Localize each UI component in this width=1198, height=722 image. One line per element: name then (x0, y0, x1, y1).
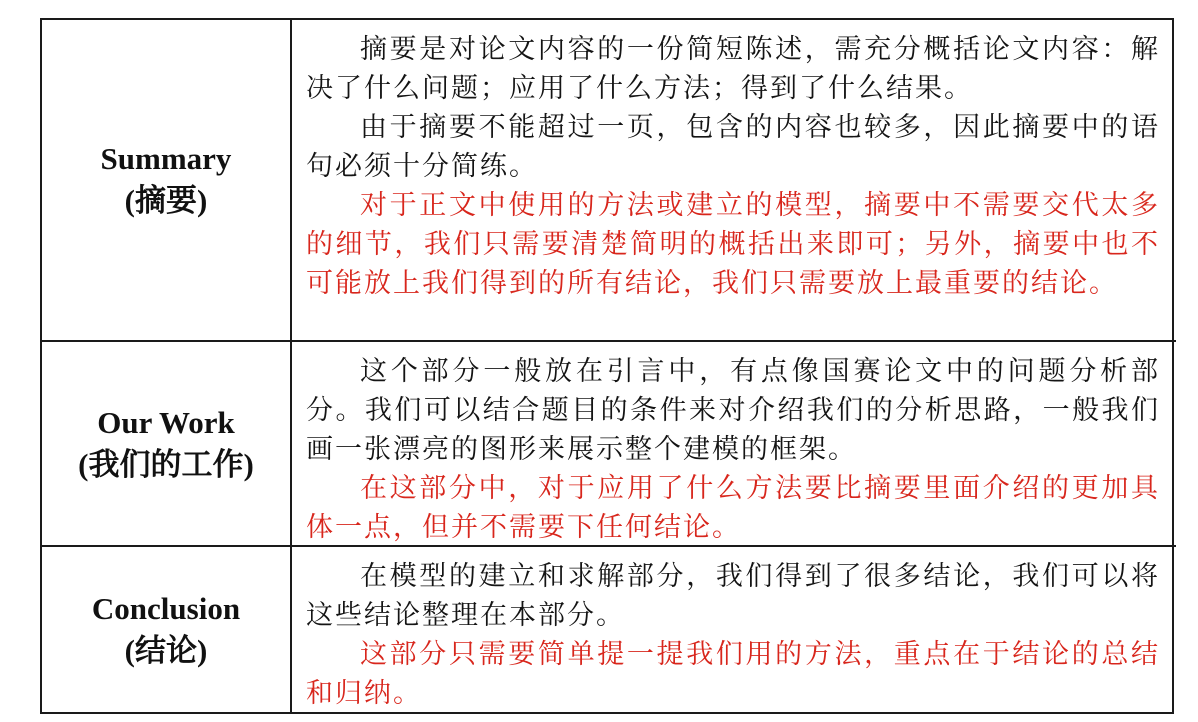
row-body-our-work (292, 342, 1176, 547)
body-paragraph: 这个部分一般放在引言中，有点像国赛论文中的问题分析部分。我们可以结合题目的条件来对介绍我们的分析思路，一般我们画一张漂亮的图形来展示整个建模的框架。 (306, 356, 1160, 465)
row-label-title: Conclusion (91, 590, 241, 626)
body-paragraph-highlight: 在这部分中，对于应用了什么方法要比摘要里面介绍的更加具体一点，但并不需要下任何结论。 (306, 473, 1160, 543)
row-body-summary (292, 20, 1176, 342)
row-label-title: Summary (100, 141, 232, 176)
row-label-title: Our Work (97, 404, 235, 440)
row-label-conclusion (42, 547, 292, 712)
row-label-subtitle: (我们的工作) (78, 446, 254, 482)
row-label-our-work (42, 342, 292, 547)
paper-sections-table (40, 18, 1174, 714)
row-label-summary (42, 20, 292, 342)
body-paragraph-highlight: 对于正文中使用的方法或建立的模型，摘要中不需要交代太多的细节，我们只需要清楚简明的概括出来即可；另外，摘要中也不可能放上我们得到的所有结论，我们只需要放上最重要的结论。 (306, 190, 1160, 299)
row-label-subtitle: (结论) (124, 632, 208, 668)
body-paragraph: 在模型的建立和求解部分，我们得到了很多结论，我们可以将这些结论整理在本部分。 (306, 561, 1160, 631)
body-paragraph: 摘要是对论文内容的一份简短陈述，需充分概括论文内容：解决了什么问题；应用了什么方法；得到了什么结果。 (306, 34, 1160, 104)
row-label-subtitle: (摘要) (124, 183, 208, 218)
body-paragraph-highlight: 这部分只需要简单提一提我们用的方法，重点在于结论的总结和归纳。 (306, 639, 1160, 709)
row-body-conclusion (292, 547, 1176, 712)
body-paragraph: 由于摘要不能超过一页，包含的内容也较多，因此摘要中的语句必须十分简练。 (306, 112, 1160, 182)
